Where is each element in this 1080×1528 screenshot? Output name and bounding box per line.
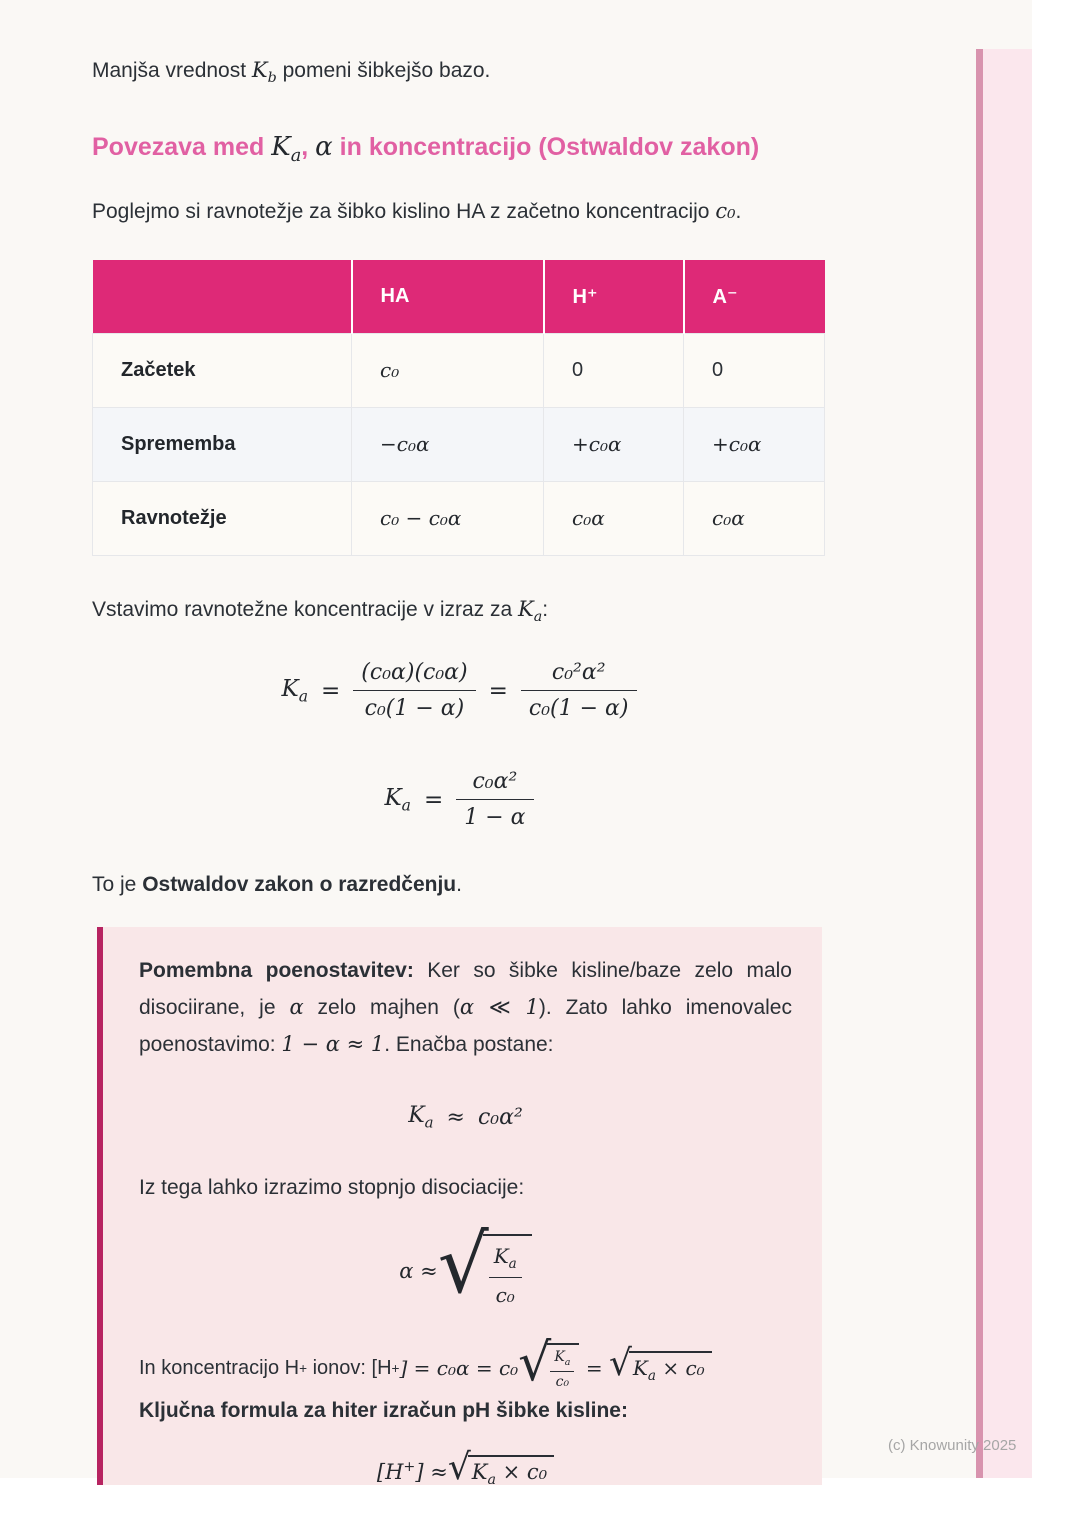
ostwald-text-end: . xyxy=(456,873,462,897)
alpha-variable: α xyxy=(315,132,333,163)
table-cell: c₀α xyxy=(544,481,684,555)
ka-variable: $K_a$ xyxy=(281,675,309,706)
header-cell-ha: HA xyxy=(352,260,544,334)
radical-sign: √ xyxy=(447,1446,471,1485)
callout-text: zelo majhen ( xyxy=(303,995,460,1019)
equilibrium-paragraph xyxy=(92,198,826,226)
table-cell: −c₀α xyxy=(352,407,544,481)
insert-text-end: : xyxy=(542,597,549,621)
fraction: $\frac{K_a}{\text{c₀}}$ xyxy=(550,1349,574,1394)
equals-sign: = xyxy=(579,1355,609,1380)
denominator-approx: 1 − α ≈ 1 xyxy=(281,1031,385,1056)
table-cell: 0 xyxy=(544,333,684,407)
insert-text: Vstavimo ravnotežne koncentracije v izraz za xyxy=(92,597,519,621)
header-cell-h-plus: H⁺ xyxy=(544,260,684,334)
formula-alpha xyxy=(139,1218,792,1312)
callout-lead: Pomembna poenostavitev: xyxy=(139,958,414,982)
equals-sign: = xyxy=(423,786,444,813)
table-cell: c₀ − c₀α xyxy=(352,481,544,555)
square-root-medium: √ $K_a \times c_0$ xyxy=(609,1351,712,1385)
ka-variable: $K_a$ xyxy=(384,784,411,815)
callout-paragraph xyxy=(139,953,792,1063)
row-label: Ravnotežje xyxy=(93,481,352,555)
plus-superscript: + xyxy=(391,1360,400,1376)
page-content xyxy=(92,0,826,1485)
h-line-text: In koncentracijo H xyxy=(139,1356,300,1379)
plus-superscript: + xyxy=(299,1360,308,1376)
square-root xyxy=(437,1218,532,1312)
alpha-lhs: α ≈ xyxy=(399,1258,438,1283)
callout-text: Ker so šibke kisline/baze zelo malo disociirane, je xyxy=(139,958,792,1019)
fraction: $\frac{\text{c₀²α²}}{\text{c₀(1 − α)}}$ xyxy=(521,660,637,721)
table-cell: +c₀α xyxy=(544,407,684,481)
formula-h-concentration xyxy=(139,1446,792,1485)
key-formula-paragraph: Ključna formula za hiter izračun pH šibke kisline: xyxy=(139,1399,628,1423)
table-cell: c₀α xyxy=(684,481,825,555)
table-row-start xyxy=(93,333,825,407)
h-concentration-line xyxy=(139,1333,792,1394)
table-cell: +c₀α xyxy=(684,407,825,481)
alpha-condition: α ≪ 1 xyxy=(459,994,539,1019)
h-line-math: ] = c₀α = c₀ xyxy=(399,1355,519,1380)
table-header-row xyxy=(93,260,825,334)
insert-paragraph xyxy=(92,596,826,626)
formula-ka-expanded xyxy=(92,660,826,721)
callout-box xyxy=(97,927,822,1485)
intro-text: Manjša vrednost xyxy=(92,59,252,82)
section-heading xyxy=(92,131,826,167)
heading-comma: , xyxy=(301,133,316,162)
ostwald-text: To je xyxy=(92,873,143,897)
row-label: Začetek xyxy=(93,333,352,407)
formula-ostwald xyxy=(92,769,826,830)
alpha-variable: α xyxy=(289,994,304,1019)
h-bracket: [H+] ≈ xyxy=(376,1459,448,1485)
header-cell-a-minus: A⁻ xyxy=(684,260,825,334)
square-root-medium: √ $K_a \times c_0$ xyxy=(448,1455,554,1485)
radical-sign: √ xyxy=(608,1343,632,1385)
ostwald-law-paragraph xyxy=(92,872,826,899)
ice-table xyxy=(92,260,825,556)
ka-variable: $K_a$ xyxy=(408,1102,434,1132)
formula-ka-approx xyxy=(139,1103,792,1131)
approx-rhs: c₀α² xyxy=(477,1104,523,1130)
alpha-paragraph: Iz tega lahko izrazimo stopnjo disociacije: xyxy=(139,1176,525,1200)
table-row-change xyxy=(93,407,825,481)
row-label: Sprememba xyxy=(93,407,352,481)
radical-sign: √ xyxy=(518,1333,552,1394)
ka-variable: $K_a$ xyxy=(518,596,543,625)
fraction: $\frac{\text{(c₀α)(c₀α)}}{\text{c₀(1 − α)}}$ xyxy=(353,660,475,721)
side-accent-panel xyxy=(976,49,1032,1478)
equilibrium-text: Poglejmo si ravnotežje za šibko kislino HA z začetno koncentracijo xyxy=(92,199,716,223)
intro-paragraph xyxy=(92,0,826,87)
callout-text: ). Zato lahko imenovalec poenostavimo: xyxy=(139,995,792,1056)
kb-variable: $K_b$ xyxy=(251,58,277,87)
h-line-text: ionov: [H xyxy=(307,1356,392,1379)
table-cell: c₀ xyxy=(352,333,544,407)
equilibrium-text-end: . xyxy=(735,199,742,223)
heading-text: Povezava med xyxy=(92,133,272,162)
ka-variable: $K_a$ xyxy=(271,132,302,167)
fraction: $\frac{K_a}{\text{c₀}}$ xyxy=(489,1244,522,1307)
copyright-watermark: (c) Knowunity 2025 xyxy=(888,1437,1017,1454)
equals-sign: = xyxy=(321,677,341,704)
c0-variable: c₀ xyxy=(715,198,736,223)
approx-sign: ≈ xyxy=(446,1104,465,1130)
callout-text: . Enačba postane: xyxy=(384,1032,554,1056)
square-root-small xyxy=(518,1333,579,1394)
heading-text-end: in koncentracijo (Ostwaldov zakon) xyxy=(332,133,760,162)
intro-text-end: pomeni šibkejšo bazo. xyxy=(276,59,491,82)
table-row-equilibrium xyxy=(93,481,825,555)
header-cell-blank xyxy=(93,260,352,334)
ostwald-law-name: Ostwaldov zakon o razredčenju xyxy=(142,873,457,897)
table-cell: 0 xyxy=(684,333,825,407)
equals-sign: = xyxy=(488,677,508,704)
fraction: $\frac{\text{c₀α²}}{1 - \alpha}$ xyxy=(456,769,533,830)
radical-sign: √ xyxy=(437,1218,489,1312)
